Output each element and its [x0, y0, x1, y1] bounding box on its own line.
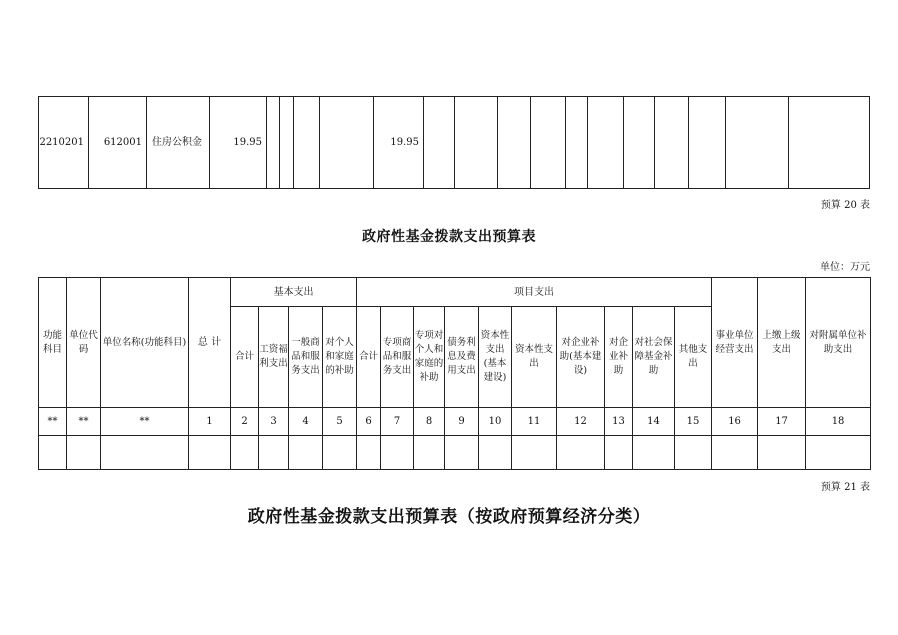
index-cell: 14	[633, 408, 675, 436]
empty-cell	[531, 97, 566, 189]
group-project-expenditure: 项目支出	[357, 278, 712, 307]
empty-cell	[39, 436, 67, 470]
empty-cell	[675, 436, 712, 470]
col-wage: 工资福利支出	[259, 307, 289, 408]
unit-label: 单位：万元	[820, 262, 870, 273]
index-cell: 9	[445, 408, 479, 436]
empty-cell	[655, 97, 689, 189]
empty-cell	[445, 436, 479, 470]
index-cell: 13	[605, 408, 633, 436]
table-row	[39, 436, 871, 470]
header-row	[39, 278, 871, 307]
empty-cell	[357, 436, 381, 470]
col-project-total: 合计	[357, 307, 381, 408]
col-debt: 债务利息及费用支出	[445, 307, 479, 408]
empty-cell	[231, 436, 259, 470]
empty-cell	[498, 97, 531, 189]
empty-cell	[414, 436, 445, 470]
col-special-goods: 专项商品和服务支出	[381, 307, 414, 408]
empty-cell	[712, 436, 758, 470]
index-cell: 6	[357, 408, 381, 436]
empty-cell	[267, 97, 280, 189]
index-cell: **	[67, 408, 101, 436]
empty-cell	[189, 436, 231, 470]
empty-cell	[758, 436, 806, 470]
empty-cell	[455, 97, 498, 189]
empty-cell	[323, 436, 357, 470]
col-function-subject: 功能科目	[39, 278, 67, 408]
index-cell: 4	[289, 408, 323, 436]
empty-cell	[557, 436, 605, 470]
index-cell: 17	[758, 408, 806, 436]
index-cell: 12	[557, 408, 605, 436]
col-superior: 上缴上级支出	[758, 278, 806, 408]
index-cell: 2	[231, 408, 259, 436]
index-cell: 8	[414, 408, 445, 436]
empty-cell	[289, 436, 323, 470]
col-capital-infra: 资本性支出(基本建设)	[479, 307, 512, 408]
unit-name-cell: 住房公积金	[147, 97, 210, 189]
function-code-cell: 2210201	[39, 97, 89, 189]
index-cell: 18	[806, 408, 871, 436]
index-cell: 3	[259, 408, 289, 436]
empty-cell	[381, 436, 414, 470]
table-caption-21: 预算 21 表	[820, 482, 870, 493]
empty-cell	[67, 436, 101, 470]
empty-cell	[605, 436, 633, 470]
group-basic-expenditure: 基本支出	[231, 278, 357, 307]
empty-cell	[479, 436, 512, 470]
index-cell: 5	[323, 408, 357, 436]
col-enterprise-infra: 对企业补助(基本建设)	[557, 307, 605, 408]
col-capital: 资本性支出	[512, 307, 557, 408]
col-other: 其他支出	[675, 307, 712, 408]
index-cell: **	[39, 408, 67, 436]
previous-budget-table	[38, 96, 870, 189]
empty-cell	[588, 97, 624, 189]
empty-cell	[624, 97, 655, 189]
empty-cell	[424, 97, 455, 189]
index-cell: 1	[189, 408, 231, 436]
empty-cell	[294, 97, 320, 189]
col-basic-total: 合计	[231, 307, 259, 408]
col-personal: 对个人和家庭的补助	[323, 307, 357, 408]
index-cell: 11	[512, 408, 557, 436]
index-cell: 16	[712, 408, 758, 436]
index-cell: 7	[381, 408, 414, 436]
page-title: 政府性基金拨款支出预算表	[362, 229, 536, 245]
project-total-cell: 19.95	[374, 97, 424, 189]
empty-cell	[789, 97, 870, 189]
table-caption-20: 预算 20 表	[820, 200, 870, 211]
empty-cell	[633, 436, 675, 470]
index-cell: **	[101, 408, 189, 436]
index-row	[39, 408, 871, 436]
col-goods: 一般商品和服务支出	[289, 307, 323, 408]
empty-cell	[689, 97, 726, 189]
index-cell: 15	[675, 408, 712, 436]
empty-cell	[320, 97, 374, 189]
empty-cell	[280, 97, 294, 189]
col-unit-code: 单位代码	[67, 278, 101, 408]
col-social: 对社会保障基金补助	[633, 307, 675, 408]
col-special-personal: 专项对个人和家庭的补助	[414, 307, 445, 408]
table-row	[39, 97, 870, 189]
unit-code-cell: 612001	[89, 97, 147, 189]
empty-cell	[259, 436, 289, 470]
col-total: 总 计	[189, 278, 231, 408]
col-unit-name: 单位名称(功能科目)	[101, 278, 189, 408]
empty-cell	[101, 436, 189, 470]
col-business: 事业单位经营支出	[712, 278, 758, 408]
fund-expenditure-table	[38, 277, 871, 470]
col-affiliated: 对附属单位补助支出	[806, 278, 871, 408]
empty-cell	[512, 436, 557, 470]
empty-cell	[806, 436, 871, 470]
col-enterprise: 对企业补助	[605, 307, 633, 408]
total-cell: 19.95	[210, 97, 267, 189]
empty-cell	[566, 97, 588, 189]
index-cell: 10	[479, 408, 512, 436]
empty-cell	[726, 97, 789, 189]
section-title: 政府性基金拨款支出预算表（按政府预算经济分类）	[247, 507, 651, 527]
